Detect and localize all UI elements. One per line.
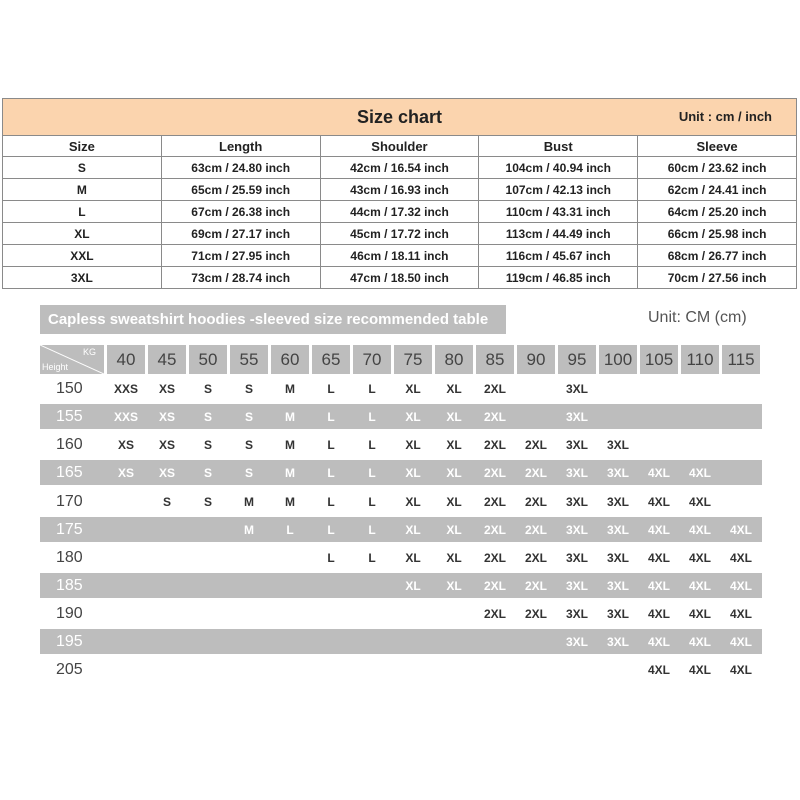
recommended-size-cell: XL xyxy=(446,523,462,537)
recommended-table-title: Capless sweatshirt hoodies -sleeved size recommended table xyxy=(40,305,506,334)
measurement-cell: 119cm / 46.85 inch xyxy=(479,267,638,289)
recommended-size-cell: XS xyxy=(117,466,134,480)
recommended-size-cell: 3XL xyxy=(606,523,629,537)
recommended-size-cell: XS xyxy=(158,410,175,424)
recommended-size-cell: 4XL xyxy=(688,495,711,509)
recommended-row xyxy=(40,601,762,626)
recommended-size-cell: M xyxy=(244,495,254,509)
recommended-size-cell: XL xyxy=(405,382,421,396)
recommended-row xyxy=(40,376,762,401)
recommended-size-cell: XS xyxy=(158,466,175,480)
recommended-size-cell: 3XL xyxy=(565,410,588,424)
recommended-size-cell: 2XL xyxy=(524,523,547,537)
recommended-size-cell: 3XL xyxy=(606,635,629,649)
size-chart-title-row xyxy=(3,99,797,136)
measurement-cell: 67cm / 26.38 inch xyxy=(161,201,320,223)
kg-column-header: 75 xyxy=(394,345,432,374)
size-chart-row xyxy=(3,201,797,223)
size-cell: XXL xyxy=(3,245,162,267)
measurement-cell: 113cm / 44.49 inch xyxy=(479,223,638,245)
recommended-size-cell: XS xyxy=(158,382,175,396)
recommended-size-cell: M xyxy=(285,438,295,452)
height-label: 165 xyxy=(56,464,83,481)
measurement-cell: 42cm / 16.54 inch xyxy=(320,157,479,179)
kg-column-header: 105 xyxy=(640,345,678,374)
recommended-size-cell: 2XL xyxy=(483,495,506,509)
header-length: Length xyxy=(161,136,320,157)
measurement-cell: 63cm / 24.80 inch xyxy=(161,157,320,179)
recommended-size-cell: 2XL xyxy=(524,579,547,593)
recommended-size-cell: XL xyxy=(405,579,421,593)
recommended-size-cell: XL xyxy=(446,382,462,396)
height-label: 205 xyxy=(56,661,83,678)
recommended-size-cell: XL xyxy=(446,410,462,424)
recommended-row xyxy=(40,517,762,542)
recommended-size-cell: 3XL xyxy=(565,635,588,649)
recommended-size-cell: 4XL xyxy=(688,579,711,593)
height-label: 175 xyxy=(56,521,83,538)
kg-column-header: 50 xyxy=(189,345,227,374)
kg-column-header: 45 xyxy=(148,345,186,374)
recommended-size-cell: 3XL xyxy=(565,382,588,396)
measurement-cell: 43cm / 16.93 inch xyxy=(320,179,479,201)
recommended-size-cell: 4XL xyxy=(688,607,711,621)
recommended-size-cell: 4XL xyxy=(647,551,670,565)
kg-column-header: 70 xyxy=(353,345,391,374)
size-chart-title-cell xyxy=(3,99,797,136)
recommended-size-cell: L xyxy=(368,382,376,396)
recommended-size-cell: L xyxy=(368,466,376,480)
recommended-size-cell: S xyxy=(203,382,212,396)
size-chart-row xyxy=(3,157,797,179)
recommended-size-cell: 3XL xyxy=(606,551,629,565)
height-label: 150 xyxy=(56,380,83,397)
recommended-size-cell: 4XL xyxy=(647,466,670,480)
recommended-size-cell: S xyxy=(203,438,212,452)
recommended-size-cell: 2XL xyxy=(524,466,547,480)
recommended-size-cell: 3XL xyxy=(606,466,629,480)
kg-column-header: 80 xyxy=(435,345,473,374)
recommended-size-cell: 3XL xyxy=(606,607,629,621)
height-label: 170 xyxy=(56,493,83,510)
size-cell: 3XL xyxy=(3,267,162,289)
recommended-size-cell: S xyxy=(244,410,253,424)
recommended-size-cell: 4XL xyxy=(647,607,670,621)
recommended-size-cell: 4XL xyxy=(688,523,711,537)
measurement-cell: 62cm / 24.41 inch xyxy=(638,179,797,201)
size-chart-row xyxy=(3,223,797,245)
measurement-cell: 110cm / 43.31 inch xyxy=(479,201,638,223)
recommended-size-cell: 2XL xyxy=(483,523,506,537)
recommended-size-cell: S xyxy=(244,438,253,452)
recommended-size-cell: 3XL xyxy=(606,579,629,593)
recommended-size-cell: 2XL xyxy=(483,551,506,565)
recommended-size-cell: 4XL xyxy=(729,579,752,593)
recommended-size-cell: XL xyxy=(446,466,462,480)
recommended-size-cell: 2XL xyxy=(483,579,506,593)
recommended-size-cell: 3XL xyxy=(606,495,629,509)
height-kg-corner-cell xyxy=(40,345,104,374)
recommended-size-cell: 4XL xyxy=(688,635,711,649)
recommended-size-cell: XL xyxy=(446,438,462,452)
recommended-size-cell: XXS xyxy=(113,410,138,424)
recommended-size-cell: XL xyxy=(405,466,421,480)
recommended-size-cell: L xyxy=(327,523,335,537)
recommended-table-unit: Unit: CM (cm) xyxy=(648,309,747,326)
recommended-size-cell: L xyxy=(368,523,376,537)
height-label: 160 xyxy=(56,436,83,453)
recommended-row xyxy=(40,629,762,654)
recommended-size-cell: M xyxy=(285,495,295,509)
recommended-size-cell: M xyxy=(285,466,295,480)
recommended-size-cell: 4XL xyxy=(647,495,670,509)
size-cell: M xyxy=(3,179,162,201)
recommended-size-cell: L xyxy=(368,551,376,565)
size-chart-row xyxy=(3,245,797,267)
kg-column-header: 60 xyxy=(271,345,309,374)
size-cell: L xyxy=(3,201,162,223)
recommended-size-cell: XL xyxy=(446,551,462,565)
measurement-cell: 69cm / 27.17 inch xyxy=(161,223,320,245)
size-chart-table xyxy=(2,98,797,289)
recommended-size-cell: 3XL xyxy=(565,523,588,537)
recommended-size-cell: 3XL xyxy=(565,495,588,509)
height-label: 155 xyxy=(56,408,83,425)
measurement-cell: 45cm / 17.72 inch xyxy=(320,223,479,245)
measurement-cell: 70cm / 27.56 inch xyxy=(638,267,797,289)
recommended-size-cell: L xyxy=(327,466,335,480)
kg-column-header: 90 xyxy=(517,345,555,374)
recommended-size-cell: S xyxy=(244,382,253,396)
corner-height-label: Height xyxy=(42,362,69,372)
size-chart-unit: Unit : cm / inch xyxy=(678,109,772,124)
kg-column-header: 55 xyxy=(230,345,268,374)
recommended-size-cell: L xyxy=(368,495,376,509)
measurement-cell: 116cm / 45.67 inch xyxy=(479,245,638,267)
measurement-cell: 64cm / 25.20 inch xyxy=(638,201,797,223)
recommended-size-cell: 4XL xyxy=(647,579,670,593)
measurement-cell: 46cm / 18.11 inch xyxy=(320,245,479,267)
recommended-size-cell: XL xyxy=(446,495,462,509)
recommended-size-cell: 4XL xyxy=(729,635,752,649)
height-label: 190 xyxy=(56,605,83,622)
recommended-size-cell: 3XL xyxy=(565,551,588,565)
recommended-size-cell: 3XL xyxy=(565,579,588,593)
measurement-cell: 107cm / 42.13 inch xyxy=(479,179,638,201)
measurement-cell: 65cm / 25.59 inch xyxy=(161,179,320,201)
size-chart-header-row xyxy=(3,136,797,157)
recommended-size-cell: XS xyxy=(117,438,134,452)
size-chart-row xyxy=(3,179,797,201)
kg-column-header: 65 xyxy=(312,345,350,374)
recommended-size-cell: XL xyxy=(405,410,421,424)
recommended-size-cell: 2XL xyxy=(483,382,506,396)
kg-column-header: 95 xyxy=(558,345,596,374)
recommended-size-cell: M xyxy=(285,410,295,424)
measurement-cell: 73cm / 28.74 inch xyxy=(161,267,320,289)
recommended-size-cell: M xyxy=(285,382,295,396)
recommended-size-cell: S xyxy=(203,466,212,480)
recommended-size-cell: XXS xyxy=(113,382,138,396)
recommended-size-cell: 4XL xyxy=(647,663,670,677)
recommended-size-cell: 3XL xyxy=(565,438,588,452)
recommended-size-cell: L xyxy=(327,551,335,565)
measurement-cell: 60cm / 23.62 inch xyxy=(638,157,797,179)
recommended-size-cell: XL xyxy=(405,495,421,509)
header-bust: Bust xyxy=(479,136,638,157)
recommended-size-cell: XL xyxy=(405,438,421,452)
kg-column-header: 115 xyxy=(722,345,760,374)
measurement-cell: 68cm / 26.77 inch xyxy=(638,245,797,267)
size-chart-body xyxy=(3,157,797,289)
measurement-cell: 47cm / 18.50 inch xyxy=(320,267,479,289)
kg-column-header: 100 xyxy=(599,345,637,374)
recommended-row xyxy=(40,489,762,514)
recommended-size-cell: 4XL xyxy=(688,551,711,565)
recommended-size-cell: 4XL xyxy=(729,663,752,677)
recommended-size-cell: XL xyxy=(405,523,421,537)
recommended-row xyxy=(40,404,762,429)
recommended-size-cell: 2XL xyxy=(483,607,506,621)
recommended-row xyxy=(40,573,762,598)
measurement-cell: 71cm / 27.95 inch xyxy=(161,245,320,267)
recommended-size-cell: 4XL xyxy=(647,635,670,649)
recommended-size-cell: S xyxy=(244,466,253,480)
recommended-size-cell: 2XL xyxy=(483,410,506,424)
header-shoulder: Shoulder xyxy=(320,136,479,157)
recommended-row xyxy=(40,657,762,682)
recommended-size-cell: 3XL xyxy=(565,466,588,480)
recommended-size-cell: 2XL xyxy=(524,551,547,565)
recommended-size-cell: XS xyxy=(158,438,175,452)
recommended-size-cell: 2XL xyxy=(524,607,547,621)
recommended-size-cell: L xyxy=(327,382,335,396)
recommended-size-cell: L xyxy=(368,438,376,452)
corner-kg-label: KG xyxy=(82,347,96,357)
recommended-size-cell: S xyxy=(203,410,212,424)
size-chart-row xyxy=(3,267,797,289)
recommended-row xyxy=(40,545,762,570)
measurement-cell: 66cm / 25.98 inch xyxy=(638,223,797,245)
recommended-size-cell: 4XL xyxy=(729,523,752,537)
size-chart-title: Size chart xyxy=(356,106,443,127)
recommended-size-cell: L xyxy=(327,410,335,424)
height-label: 180 xyxy=(56,549,83,566)
size-cell: XL xyxy=(3,223,162,245)
recommended-size-cell: XL xyxy=(446,579,462,593)
recommended-size-cell: 2XL xyxy=(524,495,547,509)
recommended-size-cell: 3XL xyxy=(606,438,629,452)
recommended-size-cell: 2XL xyxy=(524,438,547,452)
recommended-size-cell: L xyxy=(368,410,376,424)
recommended-size-cell: L xyxy=(327,495,335,509)
recommended-size-cell: XL xyxy=(405,551,421,565)
recommended-size-cell: L xyxy=(286,523,294,537)
height-label: 185 xyxy=(56,577,83,594)
kg-column-header: 85 xyxy=(476,345,514,374)
recommended-size-cell: 4XL xyxy=(647,523,670,537)
header-size: Size xyxy=(3,136,162,157)
recommended-size-cell: 4XL xyxy=(688,466,711,480)
recommended-size-cell: 4XL xyxy=(729,551,752,565)
size-cell: S xyxy=(3,157,162,179)
kg-column-header: 40 xyxy=(107,345,145,374)
recommended-size-cell: S xyxy=(203,495,212,509)
recommended-size-cell: 2XL xyxy=(483,438,506,452)
recommended-size-cell: S xyxy=(162,495,171,509)
recommended-size-cell: M xyxy=(244,523,254,537)
measurement-cell: 44cm / 17.32 inch xyxy=(320,201,479,223)
recommended-size-cell: 4XL xyxy=(729,607,752,621)
recommended-row xyxy=(40,460,762,485)
header-sleeve: Sleeve xyxy=(638,136,797,157)
height-label: 195 xyxy=(56,633,83,650)
recommended-size-cell: 2XL xyxy=(483,466,506,480)
recommended-size-cell: 4XL xyxy=(688,663,711,677)
measurement-cell: 104cm / 40.94 inch xyxy=(479,157,638,179)
kg-column-header: 110 xyxy=(681,345,719,374)
recommended-size-cell: L xyxy=(327,438,335,452)
recommended-size-cell: 3XL xyxy=(565,607,588,621)
recommended-row xyxy=(40,432,762,457)
